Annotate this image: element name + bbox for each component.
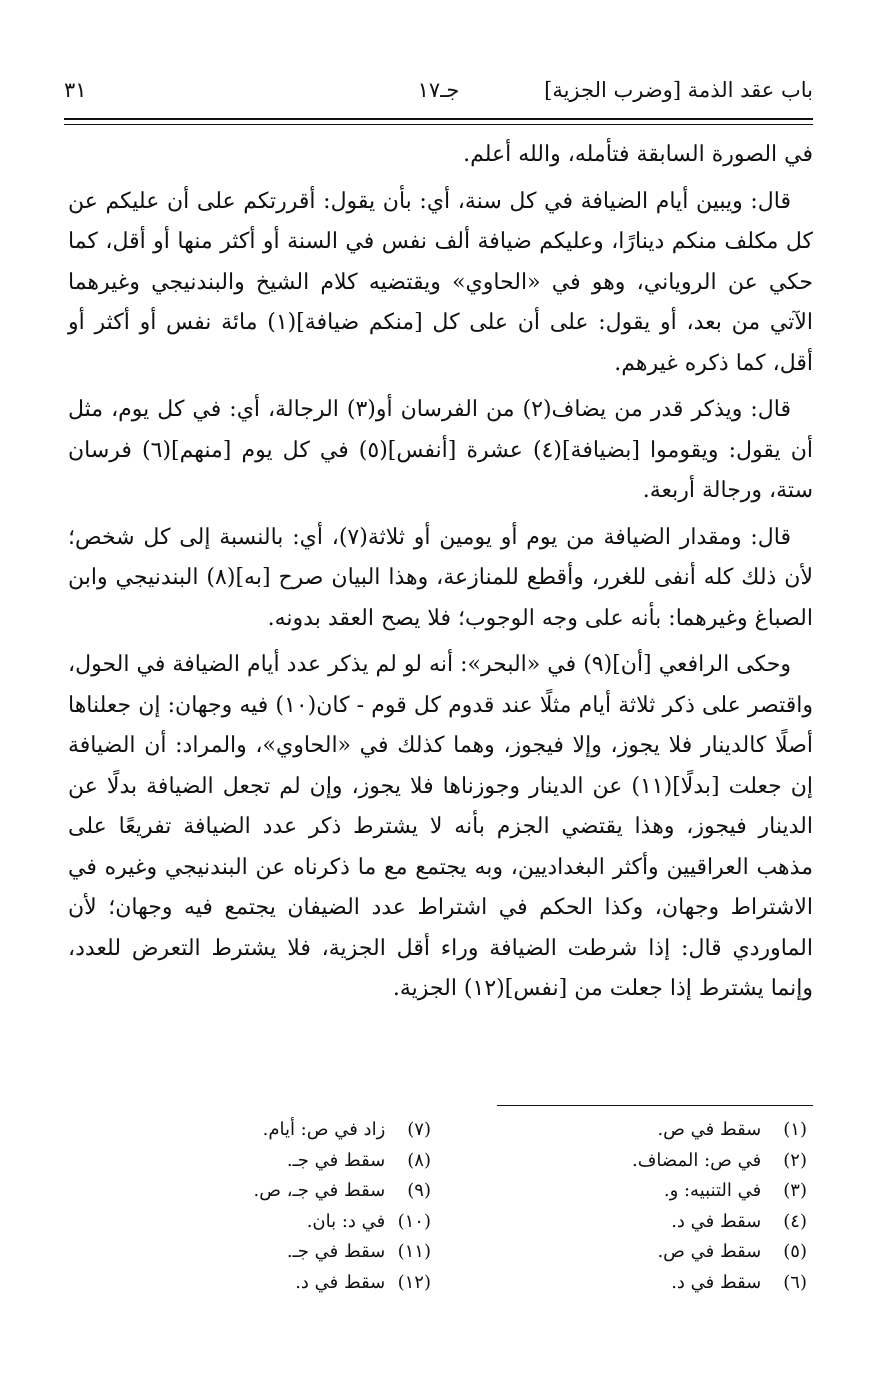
footnote-item [447, 1146, 807, 1177]
footnotes-right-column [447, 1115, 807, 1298]
footnote-separator [497, 1105, 813, 1106]
footnote-text: زاد في ص: أيام. [262, 1119, 386, 1140]
footnote-item [447, 1207, 807, 1238]
paragraph: قال: ويبين أيام الضيافة في كل سنة، أي: بأن يقول: أقررتكم على أن عليكم عن كل مكلف منكم دينارًا، وعليكم ضيافة ألف نفس في السنة أو أكثر منها أو أقل، كما حكي عن الروياني، وهو في «الحاوي» ويقتضيه كلام الشيخ والبندنيجي وغيرهما الآتي من بعد، أو يقول: على أن على كل [منكم ضيافة](١) مائة نفس أو أكثر أو أقل، كما ذكره غيرهم. [68, 188, 813, 376]
footnote-text: سقط في جـ، ص. [253, 1180, 386, 1201]
footnote-item [71, 1268, 431, 1299]
footnote-number: (٧) [407, 1119, 431, 1140]
header-rule-thick [64, 118, 813, 120]
main-text [68, 135, 813, 1075]
footnote-number: (١) [783, 1119, 807, 1140]
footnote-number: (٩) [407, 1180, 431, 1201]
footnote-text: سقط في ص. [657, 1241, 762, 1262]
footnote-item [71, 1146, 431, 1177]
footnote-number: (٢) [783, 1149, 807, 1171]
footnote-item [447, 1237, 807, 1268]
paragraph: في الصورة السابقة فتأمله، والله أعلم. [463, 142, 813, 167]
footnote-number: (٤) [783, 1210, 807, 1232]
footnote-text: سقط في ص. [657, 1119, 762, 1140]
footnote-text: سقط في د. [295, 1271, 386, 1293]
page-number: ٣١ [64, 78, 87, 102]
footnotes-left-column [71, 1115, 431, 1298]
footnote-item [71, 1237, 431, 1268]
footnote-number: (٣) [783, 1180, 807, 1201]
footnote-text: في ص: المضاف. [632, 1149, 762, 1171]
volume-label: جـ١٧ [417, 78, 460, 102]
chapter-title: باب عقد الذمة [وضرب الجزية] [544, 78, 813, 102]
footnote-text: في التنبيه: و. [663, 1180, 762, 1201]
footnote-text: سقط في د. [671, 1271, 762, 1293]
footnote-item [447, 1115, 807, 1146]
footnote-text: سقط في جـ. [286, 1241, 386, 1262]
paragraph: وحكى الرافعي [أن](٩) في «البحر»: أنه لو لم يذكر عدد أيام الضيافة في الحول، واقتصر على ذكر ثلاثة أيام مثلًا عند قدوم كل قوم - كان(١٠) فيه وجهان: إن جعلناها أصلًا كالدينار فلا يجوز، وإلا فيجوز، وهما كذلك في «الحاوي»، والمراد: أن الضيافة إن جعلت [بدلًا](١١) عن الدينار وجوزناها فلا يجوز، وإن لم تجعل الضيافة بدلًا عن الدينار فيجوز، وهذا يقتضي الجزم بأنه لا يشترط ذكر عدد الضيافة تفريعًا على مذهب العراقيين وأكثر البغداديين، وبه يجتمع مع ما ذكرناه عن البندنيجي وغيره في الاشتراط وجهان، وكذا الحكم في اشتراط عدد الضيفان يجتمع فيه وجهان؛ لأن الماوردي قال: إذا شرطت الضيافة وراء أقل الجزية، فلا يشترط التعرض للعدد، وإنما يشترط إذا جعلت من [نفس](١٢) الجزية. [68, 652, 813, 1001]
footnote-text: سقط في جـ. [286, 1149, 386, 1171]
footnote-number: (٥) [783, 1241, 807, 1262]
footnote-item [71, 1176, 431, 1207]
paragraph: قال: ويذكر قدر من يضاف(٢) من الفرسان أو(٣) الرجالة، أي: في كل يوم، مثل أن يقول: ويقوموا [بضيافة](٤) عشرة [أنفس](٥) في كل يوم [منهم](٦) فرسان ستة، ورجالة أربعة. [68, 397, 813, 503]
footnotes [66, 1115, 813, 1305]
footnote-item [71, 1207, 431, 1238]
footnote-number: (٦) [783, 1271, 807, 1293]
running-header [64, 78, 813, 118]
header-rule-thin [64, 124, 813, 125]
footnote-item [71, 1115, 431, 1146]
footnote-number: (١٠) [397, 1210, 431, 1232]
footnote-item [447, 1176, 807, 1207]
footnote-number: (١٢) [397, 1271, 431, 1293]
footnote-item [447, 1268, 807, 1299]
footnote-number: (١١) [397, 1241, 431, 1262]
footnote-text: سقط في د. [671, 1210, 762, 1232]
footnote-text: في د: بان. [306, 1210, 386, 1232]
paragraph: قال: ومقدار الضيافة من يوم أو يومين أو ثلاثة(٧)، أي: بالنسبة إلى كل شخص؛ لأن ذلك كله أنفى للغرر، وأقطع للمنازعة، وهذا البيان صرح [به](٨) البندنيجي وابن الصباغ وغيرهما: بأنه على وجه الوجوب؛ فلا يصح العقد بدونه. [68, 524, 813, 631]
footnote-number: (٨) [407, 1149, 431, 1171]
